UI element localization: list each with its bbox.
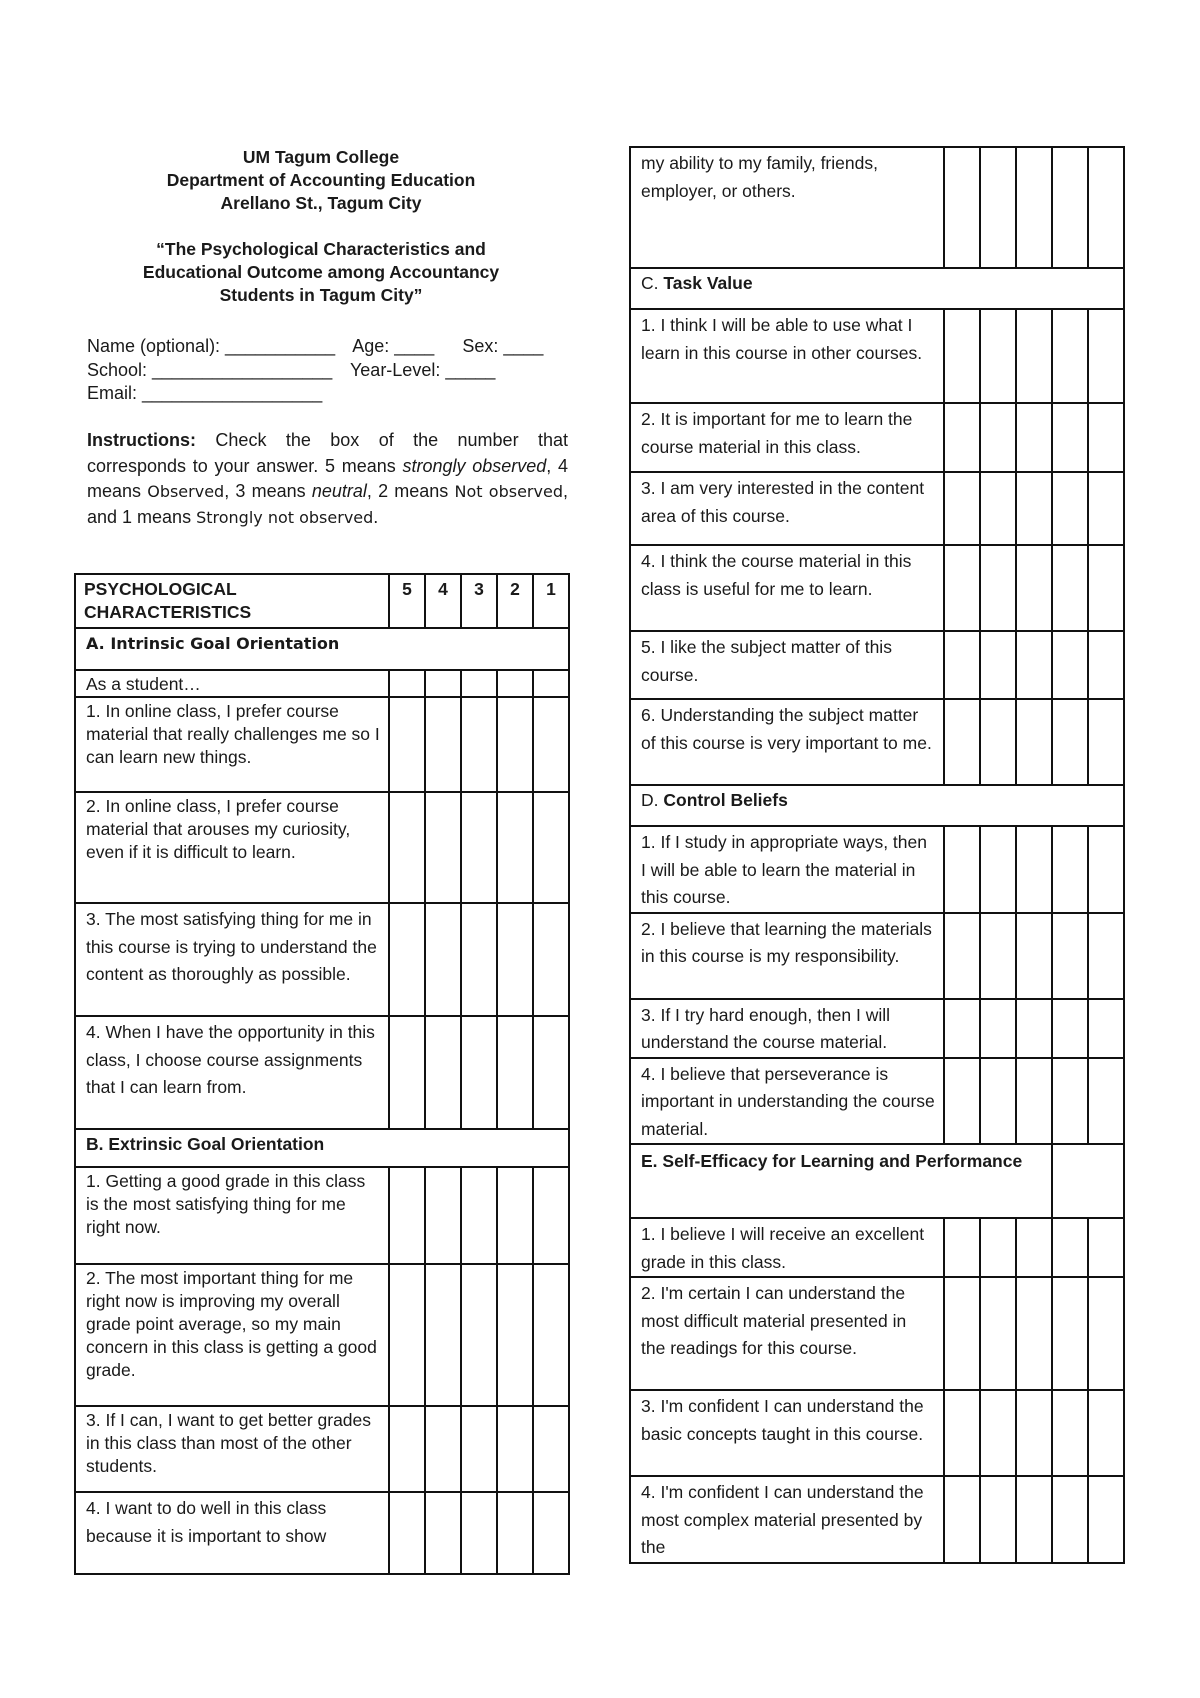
question-d4: 4. I believe that perseverance is important in understanding the course material. — [630, 1058, 944, 1145]
table-row — [75, 1016, 569, 1129]
rating-box[interactable] — [1052, 147, 1088, 268]
rating-box[interactable] — [425, 792, 461, 903]
table-header-label: PSYCHOLOGICAL CHARACTERISTICS — [75, 574, 389, 628]
question-d1: 1. If I study in appropriate ways, then I will be able to learn the material in this course. — [630, 826, 944, 913]
question-d2: 2. I believe that learning the materials in this course is my responsibility. — [630, 913, 944, 999]
scale-2-header: 2 — [497, 574, 533, 628]
department-name: Department of Accounting Education — [166, 170, 476, 190]
instructions-text: , 4 means — [87, 455, 568, 501]
rating-box[interactable] — [389, 792, 425, 903]
rating-box[interactable] — [944, 631, 980, 699]
rating-box[interactable] — [425, 1406, 461, 1492]
section-a-intro: As a student… — [75, 670, 389, 697]
sex-field[interactable]: Sex: ____ — [462, 336, 544, 356]
rating-box[interactable] — [1052, 1476, 1088, 1563]
rating-box[interactable] — [944, 913, 980, 999]
rating-box[interactable] — [1016, 545, 1052, 631]
rating-box[interactable] — [425, 697, 461, 792]
rating-box[interactable] — [461, 1167, 497, 1264]
table-row — [630, 147, 1124, 268]
rating-box[interactable] — [1052, 1218, 1088, 1277]
scale-3-header: 3 — [461, 574, 497, 628]
rating-box[interactable] — [944, 1476, 980, 1563]
rating-box[interactable] — [1052, 999, 1088, 1058]
table-row — [630, 699, 1124, 785]
rating-box[interactable] — [461, 670, 497, 697]
table-row — [630, 631, 1124, 699]
question-b3: 3. If I can, I want to get better grades in this class than most of the other students. — [75, 1406, 389, 1492]
instructions-emphasis: neutral — [311, 481, 367, 501]
rating-box[interactable] — [1052, 1390, 1088, 1476]
rating-box[interactable] — [533, 1016, 569, 1129]
rating-box[interactable] — [1016, 913, 1052, 999]
rating-box[interactable] — [1052, 309, 1088, 403]
rating-box[interactable] — [944, 826, 980, 913]
rating-box[interactable] — [497, 1406, 533, 1492]
table-row — [630, 545, 1124, 631]
question-b1: 1. Getting a good grade in this class is the most satisfying thing for me right now. — [75, 1167, 389, 1264]
table-row — [630, 403, 1124, 472]
section-e-title-spacer — [1052, 1144, 1124, 1218]
rating-box[interactable] — [1052, 913, 1088, 999]
school-field[interactable]: School: __________________ — [87, 359, 333, 380]
rating-box[interactable] — [425, 1264, 461, 1406]
rating-box[interactable] — [980, 472, 1016, 545]
table-row — [630, 1058, 1124, 1145]
rating-box[interactable] — [1088, 1058, 1124, 1145]
rating-box[interactable] — [1088, 1390, 1124, 1476]
rating-box[interactable] — [980, 826, 1016, 913]
rating-box[interactable] — [1088, 999, 1124, 1058]
rating-box[interactable] — [1088, 631, 1124, 699]
survey-table-right — [629, 146, 1125, 1564]
rating-box[interactable] — [980, 913, 1016, 999]
rating-box[interactable] — [1016, 631, 1052, 699]
table-row — [630, 1476, 1124, 1563]
rating-box[interactable] — [389, 670, 425, 697]
table-row — [630, 826, 1124, 913]
rating-box[interactable] — [1016, 1476, 1052, 1563]
rating-box[interactable] — [389, 1492, 425, 1574]
rating-box[interactable] — [1016, 403, 1052, 472]
scale-4-header: 4 — [425, 574, 461, 628]
table-row — [75, 697, 569, 792]
scale-5-header: 5 — [389, 574, 425, 628]
rating-box[interactable] — [533, 1492, 569, 1574]
rating-box[interactable] — [497, 670, 533, 697]
rating-box[interactable] — [1088, 1476, 1124, 1563]
question-e3: 3. I'm confident I can understand the basic concepts taught in this course. — [630, 1390, 944, 1476]
question-c3: 3. I am very interested in the content area of this course. — [630, 472, 944, 545]
rating-box[interactable] — [1052, 826, 1088, 913]
age-field[interactable]: Age: ____ — [352, 336, 435, 356]
question-c1: 1. I think I will be able to use what I learn in this course in other courses. — [630, 309, 944, 403]
rating-box[interactable] — [1016, 1277, 1052, 1390]
name-field[interactable]: Name (optional): ___________ — [87, 336, 336, 356]
rating-box[interactable] — [389, 1264, 425, 1406]
rating-box[interactable] — [980, 403, 1016, 472]
rating-box[interactable] — [425, 1167, 461, 1264]
rating-box[interactable] — [1052, 403, 1088, 472]
rating-box[interactable] — [944, 1277, 980, 1390]
rating-box[interactable] — [1088, 1277, 1124, 1390]
rating-box[interactable] — [461, 1016, 497, 1129]
rating-box[interactable] — [497, 792, 533, 903]
rating-box[interactable] — [1052, 1277, 1088, 1390]
rating-box[interactable] — [533, 1264, 569, 1406]
rating-box[interactable] — [425, 903, 461, 1016]
rating-box[interactable] — [425, 670, 461, 697]
table-row — [630, 1277, 1124, 1390]
rating-box[interactable] — [461, 1264, 497, 1406]
table-row — [630, 913, 1124, 999]
rating-box[interactable] — [389, 1016, 425, 1129]
rating-box[interactable] — [944, 1218, 980, 1277]
question-b4-continued: my ability to my family, friends, employer, or others. — [630, 147, 944, 268]
rating-box[interactable] — [461, 697, 497, 792]
rating-box[interactable] — [1016, 309, 1052, 403]
rating-box[interactable] — [1088, 913, 1124, 999]
rating-box[interactable] — [1016, 1390, 1052, 1476]
rating-box[interactable] — [497, 697, 533, 792]
section-c-title: Task Value — [663, 273, 753, 293]
table-row — [75, 670, 569, 697]
rating-box[interactable] — [497, 1167, 533, 1264]
rating-box[interactable] — [1088, 699, 1124, 785]
rating-box[interactable] — [1016, 1218, 1052, 1277]
respondent-fields — [87, 335, 567, 406]
instructions-text: Check the box of the number that corresponds to your answer. 5 means — [87, 430, 568, 476]
rating-box[interactable] — [1088, 309, 1124, 403]
college-name: UM Tagum College — [242, 147, 400, 167]
rating-box[interactable] — [533, 670, 569, 697]
rating-box[interactable] — [461, 1406, 497, 1492]
section-d-title: Control Beliefs — [663, 790, 788, 810]
rating-box[interactable] — [1088, 472, 1124, 545]
rating-box[interactable] — [1016, 1058, 1052, 1145]
rating-box[interactable] — [1016, 472, 1052, 545]
table-row — [75, 1492, 569, 1574]
question-e1: 1. I believe I will receive an excellent grade in this class. — [630, 1218, 944, 1277]
instructions-text: , and 1 means — [87, 481, 568, 527]
study-title-line-2: Educational Outcome among Accountancy — [142, 262, 500, 282]
rating-box[interactable] — [497, 1264, 533, 1406]
instructions-text: . — [373, 506, 379, 527]
rating-box[interactable] — [461, 903, 497, 1016]
question-c5: 5. I like the subject matter of this course. — [630, 631, 944, 699]
rating-box[interactable] — [389, 903, 425, 1016]
rating-box[interactable] — [980, 1476, 1016, 1563]
question-a1: 1. In online class, I prefer course material that really challenges me so I can learn new things. — [75, 697, 389, 792]
rating-box[interactable] — [1052, 699, 1088, 785]
rating-box[interactable] — [1088, 1218, 1124, 1277]
question-e2: 2. I'm certain I can understand the most difficult material presented in the readings for this course. — [630, 1277, 944, 1390]
instructions-emphasis: strongly observed — [402, 455, 547, 476]
rating-box[interactable] — [461, 1492, 497, 1574]
year-level-field[interactable]: Year-Level: _____ — [349, 359, 496, 380]
rating-box[interactable] — [1052, 1058, 1088, 1145]
email-field[interactable]: Email: __________________ — [87, 383, 323, 403]
rating-box[interactable] — [425, 1492, 461, 1574]
instructions-option: Observed — [147, 482, 225, 501]
question-b4: 4. I want to do well in this class because it is important to show — [75, 1492, 389, 1574]
rating-box[interactable] — [980, 309, 1016, 403]
section-c-prefix: C. — [641, 273, 664, 293]
rating-box[interactable] — [389, 1406, 425, 1492]
rating-box[interactable] — [1088, 147, 1124, 268]
instructions-text: , 2 means — [366, 481, 455, 501]
section-a-title: A. Intrinsic Goal Orientation — [86, 634, 340, 653]
table-row — [75, 792, 569, 903]
question-c4: 4. I think the course material in this class is useful for me to learn. — [630, 545, 944, 631]
rating-box[interactable] — [944, 309, 980, 403]
table-row — [630, 1390, 1124, 1476]
rating-box[interactable] — [944, 999, 980, 1058]
rating-box[interactable] — [944, 1058, 980, 1145]
scale-1-header: 1 — [533, 574, 569, 628]
table-row — [630, 999, 1124, 1058]
rating-box[interactable] — [1088, 545, 1124, 631]
rating-box[interactable] — [389, 697, 425, 792]
rating-box[interactable] — [944, 699, 980, 785]
table-row — [75, 903, 569, 1016]
table-row — [75, 1264, 569, 1406]
rating-box[interactable] — [980, 999, 1016, 1058]
question-e4: 4. I'm confident I can understand the most complex material presented by the — [630, 1476, 944, 1563]
rating-box[interactable] — [1088, 826, 1124, 913]
table-row — [630, 472, 1124, 545]
section-e-title: E. Self-Efficacy for Learning and Performance — [630, 1144, 1052, 1218]
study-title-line-1: “The Psychological Characteristics and — [156, 239, 486, 259]
section-b-title: B. Extrinsic Goal Orientation — [75, 1129, 569, 1167]
rating-box[interactable] — [1052, 472, 1088, 545]
study-title-line-3: Students in Tagum City” — [219, 285, 423, 305]
rating-box[interactable] — [533, 697, 569, 792]
question-b2: 2. The most important thing for me right now is improving my overall grade point average, so my main concern in this class is getting a good grade. — [75, 1264, 389, 1406]
table-row — [630, 1218, 1124, 1277]
college-address: Arellano St., Tagum City — [220, 193, 422, 213]
instructions-option: Strongly not observed — [196, 507, 374, 527]
table-row — [75, 1167, 569, 1264]
question-c6: 6. Understanding the subject matter of this course is very important to me. — [630, 699, 944, 785]
question-c2: 2. It is important for me to learn the course material in this class. — [630, 403, 944, 472]
survey-table-left — [74, 573, 570, 1575]
rating-box[interactable] — [980, 1218, 1016, 1277]
rating-box[interactable] — [980, 147, 1016, 268]
section-d-prefix: D. — [641, 790, 664, 810]
rating-box[interactable] — [1016, 699, 1052, 785]
instructions — [87, 428, 568, 530]
rating-box[interactable] — [980, 1058, 1016, 1145]
table-row — [630, 309, 1124, 403]
question-a3: 3. The most satisfying thing for me in this course is trying to understand the content as thoroughly as possible. — [75, 903, 389, 1016]
rating-box[interactable] — [533, 792, 569, 903]
rating-box[interactable] — [1016, 826, 1052, 913]
rating-box[interactable] — [944, 403, 980, 472]
question-d3: 3. If I try hard enough, then I will understand the course material. — [630, 999, 944, 1058]
rating-box[interactable] — [1052, 545, 1088, 631]
rating-box[interactable] — [389, 1167, 425, 1264]
rating-box[interactable] — [980, 545, 1016, 631]
rating-box[interactable] — [1016, 147, 1052, 268]
rating-box[interactable] — [497, 1492, 533, 1574]
rating-box[interactable] — [533, 1167, 569, 1264]
rating-box[interactable] — [944, 545, 980, 631]
rating-box[interactable] — [533, 1406, 569, 1492]
document-header — [74, 146, 568, 307]
rating-box[interactable] — [533, 903, 569, 1016]
rating-box[interactable] — [1088, 403, 1124, 472]
rating-box[interactable] — [1052, 631, 1088, 699]
rating-box[interactable] — [980, 1390, 1016, 1476]
rating-box[interactable] — [980, 631, 1016, 699]
rating-box[interactable] — [425, 1016, 461, 1129]
question-a2: 2. In online class, I prefer course material that arouses my curiosity, even if it is difficult to learn. — [75, 792, 389, 903]
instructions-option: Not observed — [454, 482, 563, 501]
instructions-label: Instructions: — [87, 430, 197, 450]
rating-box[interactable] — [497, 1016, 533, 1129]
question-a4: 4. When I have the opportunity in this class, I choose course assignments that I can learn from. — [75, 1016, 389, 1129]
rating-box[interactable] — [980, 699, 1016, 785]
table-row — [75, 1406, 569, 1492]
rating-box[interactable] — [461, 792, 497, 903]
rating-box[interactable] — [1016, 999, 1052, 1058]
rating-box[interactable] — [944, 147, 980, 268]
rating-box[interactable] — [944, 472, 980, 545]
rating-box[interactable] — [944, 1390, 980, 1476]
rating-box[interactable] — [980, 1277, 1016, 1390]
rating-box[interactable] — [497, 903, 533, 1016]
instructions-text: , 3 means — [224, 481, 312, 501]
